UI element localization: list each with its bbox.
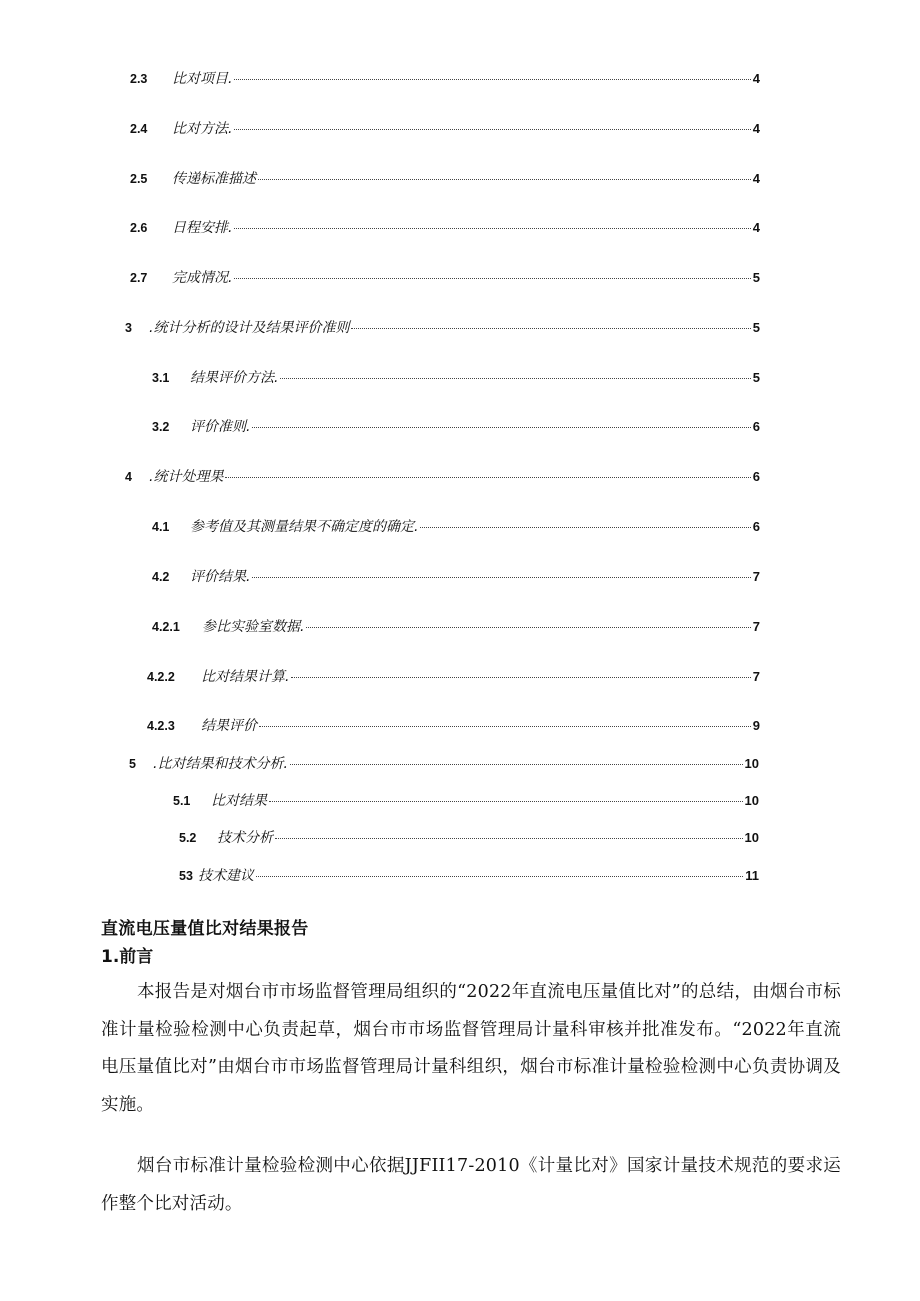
toc-leader-dots — [280, 377, 750, 379]
paragraph: 本报告是对烟台市市场监督管理局组织的“2022年直流电压量值比对”的总结，由烟台市标准计量检验检测中心负责起草，烟台市市场监督管理局计量科审核并批准发布。“2022年直流电压量值比对”由烟台市市场监督管理局计量科组织，烟台市标准计量检验检测中心负责协调及实施。 — [101, 982, 841, 1115]
toc-entry-title: .统计分析的设计及结果评价准则 — [149, 320, 350, 336]
toc-entry-number: 2.7 — [130, 271, 148, 285]
toc-leader-dots — [234, 227, 750, 229]
toc-entry-title: .统计处理果 — [149, 469, 224, 485]
toc-entry-title: 比对项目. — [172, 71, 233, 87]
toc-entry[interactable] — [129, 753, 759, 775]
toc-entry-page: 7 — [752, 669, 760, 684]
toc-leader-dots — [275, 837, 743, 839]
toc-entry-page: 10 — [744, 756, 759, 771]
toc-leader-dots — [258, 178, 751, 180]
toc-entry-title: 结果评价方法. — [190, 370, 279, 386]
toc-entry[interactable] — [179, 827, 759, 849]
toc-entry[interactable] — [130, 168, 760, 190]
document-title: 直流电压量值比对结果报告 — [101, 919, 309, 939]
toc-entry[interactable] — [152, 616, 760, 638]
toc-entry[interactable] — [152, 416, 760, 438]
toc-entry[interactable] — [130, 217, 760, 239]
toc-entry-title: 参比实验室数据. — [202, 619, 305, 635]
toc-entry-number: 3.1 — [152, 371, 170, 385]
toc-entry-page: 6 — [752, 469, 760, 484]
toc-entry-title: 传递标准描述 — [172, 171, 256, 187]
toc-entry[interactable] — [147, 715, 760, 737]
paragraph: 烟台市标准计量检验检测中心依据JJFII17-2010《计量比对》国家计量技术规范的要求运作整个比对活动。 — [101, 1156, 841, 1214]
toc-entry-page: 4 — [752, 121, 760, 136]
toc-entry-title: 技术分析 — [217, 830, 273, 846]
toc-entry-title: 比对结果计算. — [201, 669, 290, 685]
toc-leader-dots — [269, 800, 743, 802]
toc-entry-number: 2.6 — [130, 221, 148, 235]
toc-entry-number: 2.3 — [130, 72, 148, 86]
toc-entry-title: 完成情况. — [172, 270, 233, 286]
toc-entry-number: 5.1 — [173, 794, 191, 808]
toc-leader-dots — [256, 875, 743, 877]
toc-entry-title: 评价准则. — [190, 419, 251, 435]
toc-entry-number: 3.2 — [152, 420, 170, 434]
toc-entry-number: 5 — [129, 757, 136, 771]
toc-entry-number: 53 — [179, 869, 193, 883]
toc-entry[interactable] — [152, 367, 760, 389]
toc-leader-dots — [420, 526, 750, 528]
toc-leader-dots — [234, 128, 750, 130]
toc-leader-dots — [234, 78, 750, 80]
toc-entry-number: 4.2.2 — [147, 670, 175, 684]
toc-entry[interactable] — [147, 666, 760, 688]
toc-entry-number: 2.5 — [130, 172, 148, 186]
toc-leader-dots — [252, 576, 750, 578]
toc-leader-dots — [252, 426, 750, 428]
toc-entry-page: 10 — [744, 793, 759, 808]
toc-entry-number: 2.4 — [130, 122, 148, 136]
toc-entry-title: 评价结果. — [190, 569, 251, 585]
toc-entry-page: 9 — [752, 718, 760, 733]
toc-entry[interactable] — [125, 317, 760, 339]
toc-entry-page: 5 — [752, 320, 760, 335]
toc-entry-number: 4.2.1 — [152, 620, 180, 634]
toc-entry[interactable] — [179, 865, 759, 887]
toc-entry-page: 7 — [752, 569, 760, 584]
toc-entry[interactable] — [125, 466, 760, 488]
toc-leader-dots — [351, 327, 750, 329]
toc-entry-title: 结果评价 — [201, 718, 257, 734]
toc-entry[interactable] — [173, 790, 759, 812]
toc-entry-title: 技术建议 — [198, 868, 254, 884]
toc-entry[interactable] — [130, 68, 760, 90]
toc-entry[interactable] — [152, 566, 760, 588]
toc-entry-title: 比对结果 — [211, 793, 267, 809]
toc-entry-page: 4 — [752, 71, 760, 86]
toc-entry[interactable] — [130, 118, 760, 140]
toc-leader-dots — [291, 676, 750, 678]
toc-entry-number: 5.2 — [179, 831, 197, 845]
toc-entry-number: 4.2.3 — [147, 719, 175, 733]
toc-entry-page: 6 — [752, 519, 760, 534]
toc-entry-title: .比对结果和技术分析. — [153, 756, 288, 772]
toc-entry-page: 7 — [752, 619, 760, 634]
toc-entry-number: 4.2 — [152, 570, 170, 584]
toc-entry-title: 日程安排. — [172, 220, 233, 236]
toc-leader-dots — [290, 763, 743, 765]
toc-leader-dots — [306, 626, 750, 628]
toc-entry-page: 6 — [752, 419, 760, 434]
toc-entry[interactable] — [130, 267, 760, 289]
toc-entry-page: 10 — [744, 830, 759, 845]
toc-entry-title: 参考值及其测量结果不确定度的确定. — [190, 519, 419, 535]
toc-entry-number: 4.1 — [152, 520, 170, 534]
toc-entry-number: 3 — [125, 321, 132, 335]
toc-leader-dots — [225, 476, 750, 478]
toc-leader-dots — [234, 277, 750, 279]
toc-leader-dots — [259, 725, 751, 727]
section-heading: 1.前言 — [101, 947, 154, 967]
toc-entry-page: 4 — [752, 220, 760, 235]
toc-entry-title: 比对方法. — [172, 121, 233, 137]
toc-entry-page: 11 — [745, 868, 759, 883]
toc-entry-number: 4 — [125, 470, 132, 484]
toc-entry-page: 5 — [752, 370, 760, 385]
toc-entry-page: 4 — [752, 171, 760, 186]
toc-entry[interactable] — [152, 516, 760, 538]
toc-entry-page: 5 — [752, 270, 760, 285]
